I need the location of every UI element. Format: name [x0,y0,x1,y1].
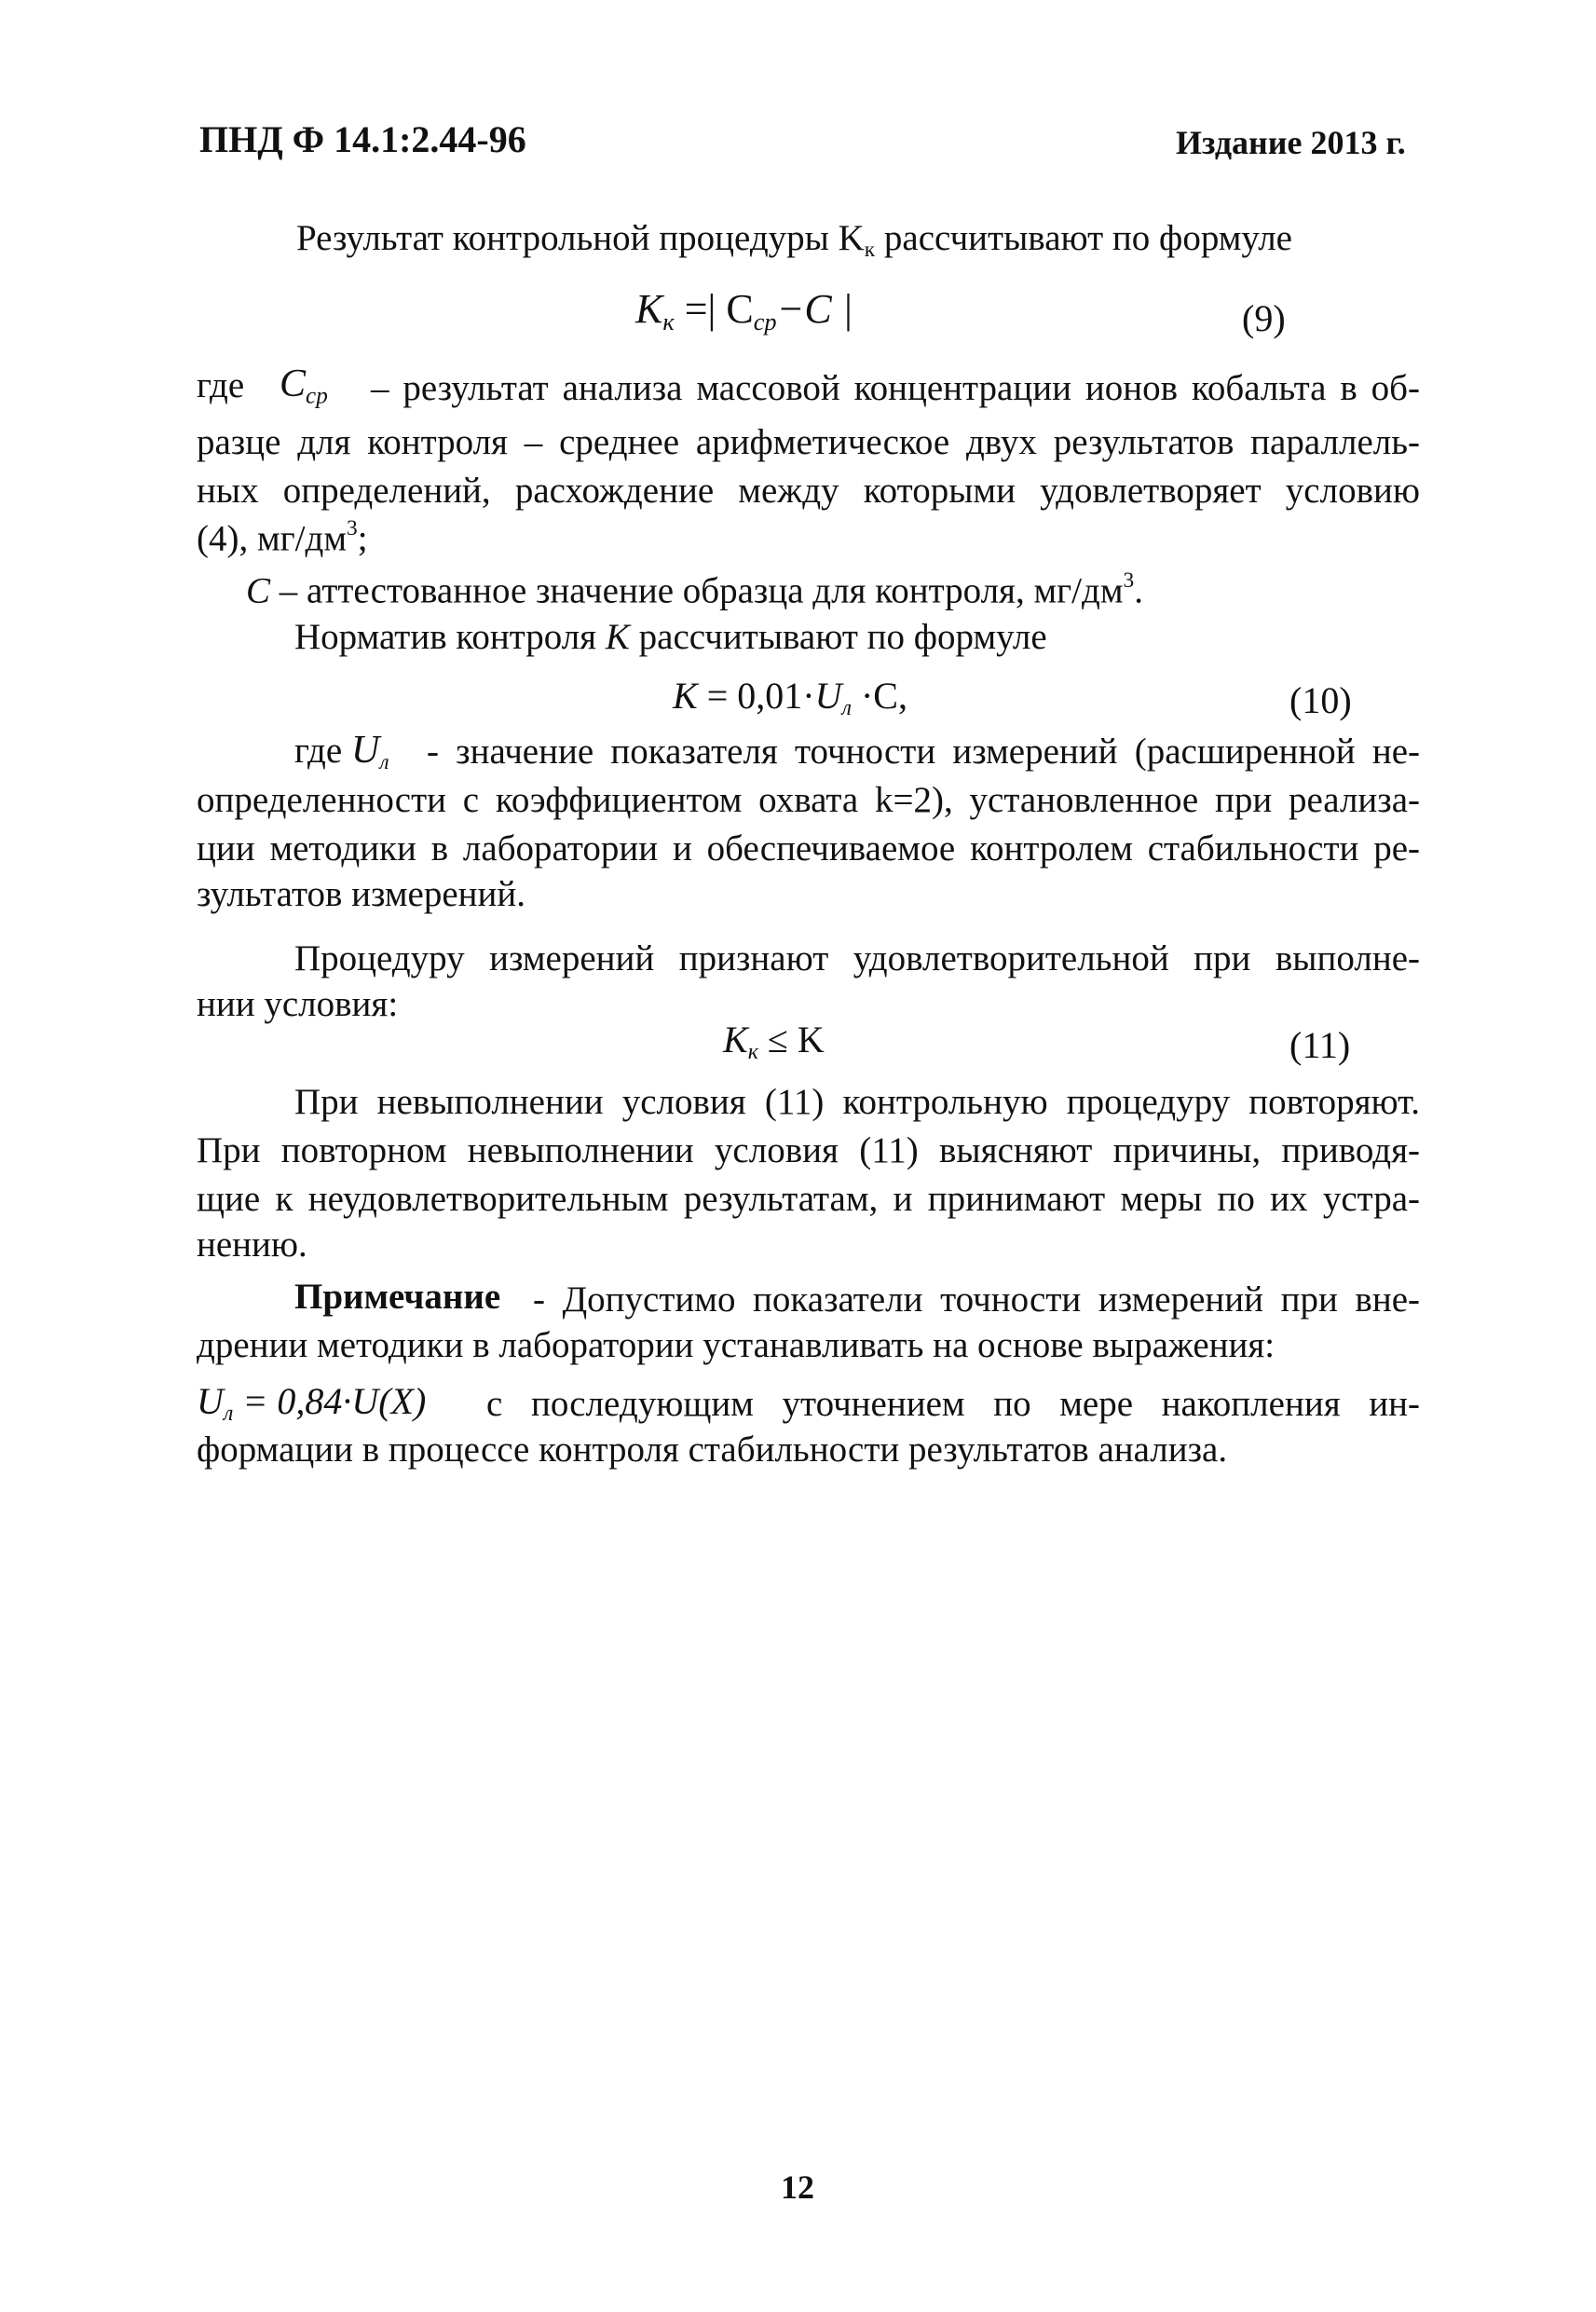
subscript: ср [306,383,328,409]
document-code: ПНД Ф 14.1:2.44-96 [199,118,526,160]
text: рассчитывают по формуле [629,617,1047,657]
symbol: K [723,1019,748,1060]
where1-line1: – результат анализа массовой концентрации ионов кобальта в об- [371,368,1420,408]
where3-line2: определенности с коэффициентом охвата k=2), установленное при реализа- [197,780,1420,820]
text: Результат контрольной процедуры K [296,218,865,258]
where3-line3: ции методики в лаборатории и обеспечиваемое контролем стабильности ре- [197,828,1420,869]
para4-line1: При невыполнении условия (11) контрольную процедуру повторяют. [294,1082,1420,1122]
symbol: C [280,363,307,405]
formula-11 [723,1021,825,1063]
subscript: к [662,307,675,335]
formula-10 [673,677,907,719]
text: (4), мг/дм [197,518,348,559]
equation-number-11: (11) [1289,1024,1351,1066]
symbol-c-avg [280,362,328,410]
edition-label: Издание 2013 г. [1176,124,1406,161]
where-label: где [294,731,351,771]
paragraph-control-procedure [296,220,1292,261]
note-formula [197,1379,426,1427]
superscript: 3 [347,516,358,540]
text: ≤ K [757,1019,825,1060]
symbol: U [350,729,380,772]
subscript: л [223,1402,234,1427]
superscript: 3 [1123,568,1135,593]
para3-line2: нии условия: [197,984,399,1024]
where2-line [246,570,1143,609]
text: . [1134,570,1143,611]
note-line4: формации в процессе контроля стабильности результатов анализа. [197,1430,1228,1470]
text: – аттестованное значение образца для контроля, мг/дм [270,570,1124,611]
symbol: K [673,675,698,717]
symbol: K [635,286,663,332]
subscript: л [841,696,852,721]
symbol: U [197,1380,224,1422]
formula-9 [635,285,853,336]
para4-line4: нению. [197,1224,307,1265]
text: ; [357,518,368,559]
text: ·C, [851,675,907,717]
where1-line4 [197,516,368,559]
text: Норматив контроля [294,617,606,657]
subscript: ср [753,307,777,335]
where3-line1: - значение показателя точности измерений (расширенной не- [427,732,1420,772]
symbol: U [814,675,842,717]
text: −C | [776,286,853,332]
where1-line3: ных определений, расхождение между которыми удовлетворяет условию [197,471,1420,511]
subscript: л [379,750,389,775]
where1-line2: разце для контроля – среднее арифметическое двух результатов параллель- [197,422,1420,462]
where-label: где [197,365,245,405]
text: = 0,01· [697,675,815,717]
subscript: к [747,1040,758,1065]
paragraph-control-norm [294,619,1047,655]
note-line1: - Допустимо показатели точности измерений при вне- [533,1279,1420,1320]
para4-line3: щие к неудовлетворительным результатам, и принимают меры по их устра- [197,1179,1420,1219]
where3-line1-start [294,731,389,773]
para4-line2: При повторном невыполнении условия (11) выясняют причины, приводя- [197,1130,1420,1170]
para3-line1: Процедуру измерений признают удовлетворительной при выполне- [294,938,1420,978]
text: = 0,84·U(X) [233,1380,427,1422]
equation-number-10: (10) [1289,679,1352,721]
note-line2: дрении методики в лаборатории устанавливать на основе выражения: [197,1325,1275,1365]
text: рассчитывают по формуле [875,218,1292,258]
equation-number-9: (9) [1242,297,1286,339]
subscript: к [864,238,876,263]
symbol: C [246,570,271,611]
where3-line4: зультатов измерений. [197,874,526,914]
page-number: 12 [781,2168,814,2206]
note-label: Примечание [294,1277,501,1317]
text: =| C [674,286,754,332]
symbol: K [605,617,630,657]
note-line3: с последующим уточнением по мере накопления ин- [486,1384,1420,1424]
